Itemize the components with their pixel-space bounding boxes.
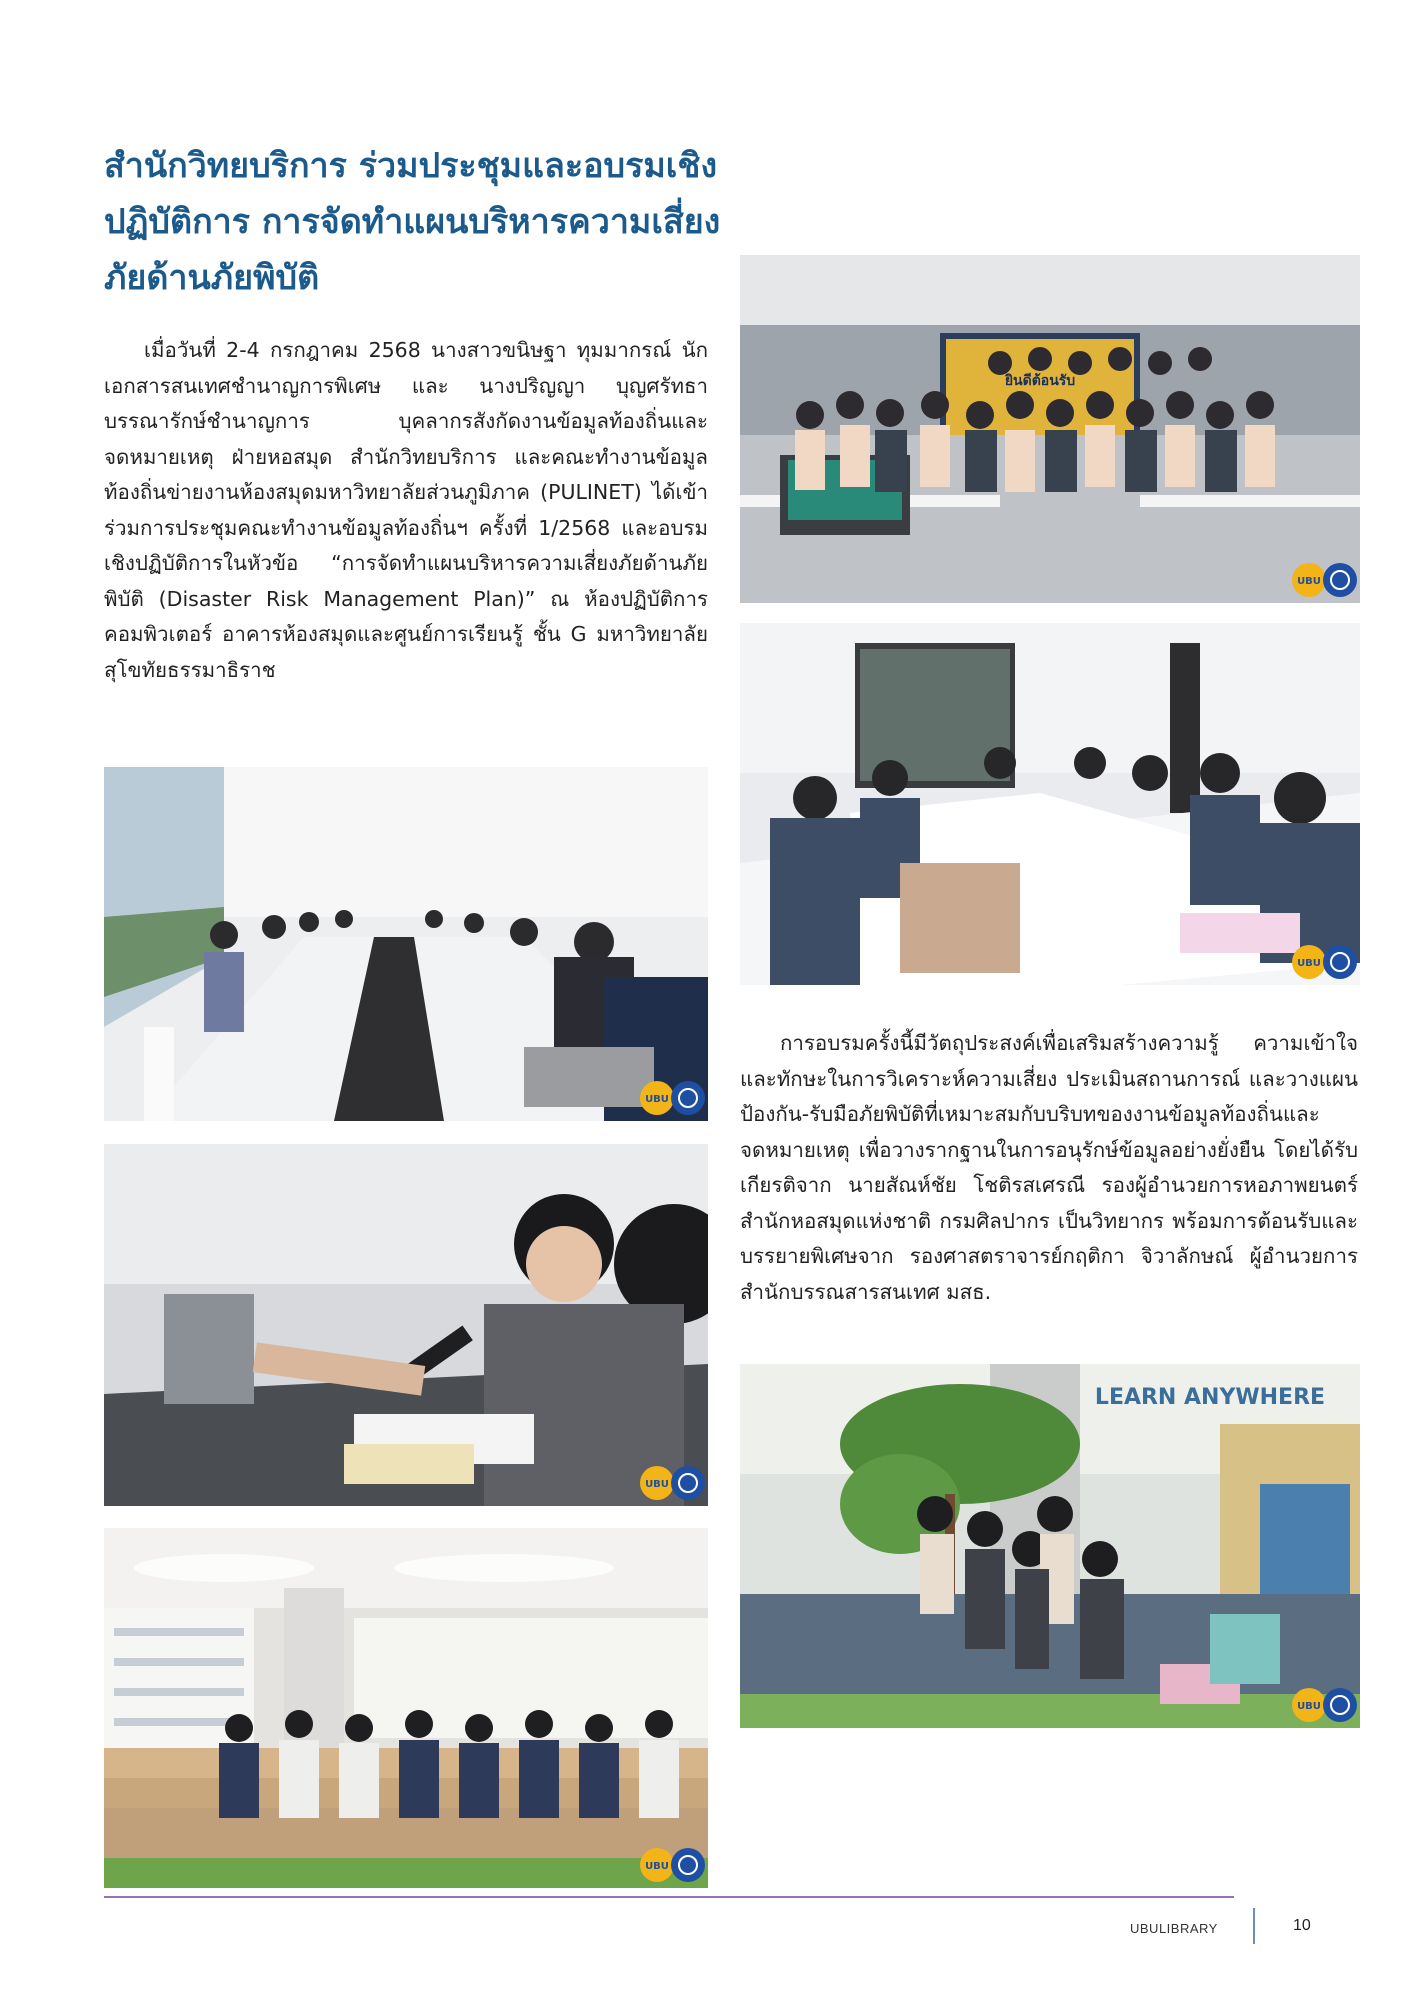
learning-center-photo (740, 1364, 1360, 1728)
objective-paragraph (740, 1026, 1358, 1310)
footer-divider (104, 1896, 1234, 1898)
ubu-logo (638, 1846, 706, 1884)
title-line-3: ภัยด้านภัยพิบัติ (104, 258, 320, 298)
library-steps-photo (104, 1528, 708, 1888)
footer-separator (1253, 1908, 1255, 1944)
svg-text:UBU: UBU (1297, 958, 1321, 969)
ubu-logo (1290, 1686, 1358, 1724)
conference-table-photo (104, 767, 708, 1121)
ubu-logo (638, 1079, 706, 1117)
intro-paragraph-text: เมื่อวันที่ 2-4 กรกฎาคม 2568 นางสาวขนิษฐา ทุมมากรณ์ นักเอกสารสนเทศชำนาญการพิเศษ และ นางปริญญา บุญศรัทธา บรรณารักษ์ชำนาญการ บุคลากรสังกัดงานข้อมูลท้องถิ่นและจดหมายเหตุ ฝ่ายหอสมุด สำนักวิทยบริการ และคณะทำงานข้อมูลท้องถิ่นข่ายงานห้องสมุดมหาวิทยาลัยส่วนภูมิภาค (PULINET) ได้เข้าร่วมการประชุมคณะทำงานข้อมูลท้องถิ่นฯ ครั้งที่ 1/2568 และอบรมเชิงปฏิบัติการในหัวข้อ “การจัดทำแผนบริหารความเสี่ยงภัยด้านภัยพิบัติ (Disaster Risk Management Plan)” ณ ห้องปฏิบัติการคอมพิวเตอร์ อาคารห้องสมุดและศูนย์การเรียนรู้ ชั้น G มหาวิทยาลัยสุโขทัยธรรมาธิราช (104, 338, 708, 682)
svg-text:UBU: UBU (645, 1861, 669, 1872)
page-number: 10 (1293, 1917, 1311, 1934)
group-photo-lab (740, 255, 1360, 603)
mural-text: LEARN ANYWHERE (1094, 1385, 1326, 1410)
ubu-logo (638, 1464, 706, 1502)
svg-text:UBU: UBU (1297, 576, 1321, 587)
title-line-1: สำนักวิทยบริการ ร่วมประชุมและอบรมเชิง (104, 146, 718, 186)
meeting-photo-right (740, 623, 1360, 985)
ubu-logo (1290, 561, 1358, 599)
ubu-logo (1290, 943, 1358, 981)
speaker-photo (104, 1144, 708, 1506)
svg-text:UBU: UBU (645, 1094, 669, 1105)
intro-paragraph (104, 333, 708, 688)
objective-paragraph-text: การอบรมครั้งนี้มีวัตถุประสงค์เพื่อเสริมสร้างความรู้ ความเข้าใจ และทักษะในการวิเคราะห์ความเสี่ยง ประเมินสถานการณ์ และวางแผนป้องกัน-รับมือภัยพิบัติที่เหมาะสมกับบริบทของงานข้อมูลท้องถิ่นและจดหมายเหตุ เพื่อวางรากฐานในการอนุรักษ์ข้อมูลอย่างยั่งยืน โดยได้รับเกียรติจาก นายสัณห์ชัย โชติรสเศรณี รองผู้อำนวยการหอภาพยนตร์ สำนักหอสมุดแห่งชาติ กรมศิลปากร เป็นวิทยากร พร้อมการต้อนรับและบรรยายพิเศษจาก รองศาสตราจารย์กฤติกา จิวาลักษณ์ ผู้อำนวยการสำนักบรรณสารสนเทศ มสธ. (740, 1031, 1358, 1304)
svg-text:UBU: UBU (645, 1479, 669, 1490)
article-title (104, 138, 724, 306)
title-line-2: ปฏิบัติการ การจัดทำแผนบริหารความเสี่ยง (104, 202, 721, 242)
screen-welcome-text: ยินดีต้อนรับ (1004, 373, 1076, 389)
svg-text:UBU: UBU (1297, 1701, 1321, 1712)
footer-brand: UBULIBRARY (1130, 1921, 1218, 1936)
